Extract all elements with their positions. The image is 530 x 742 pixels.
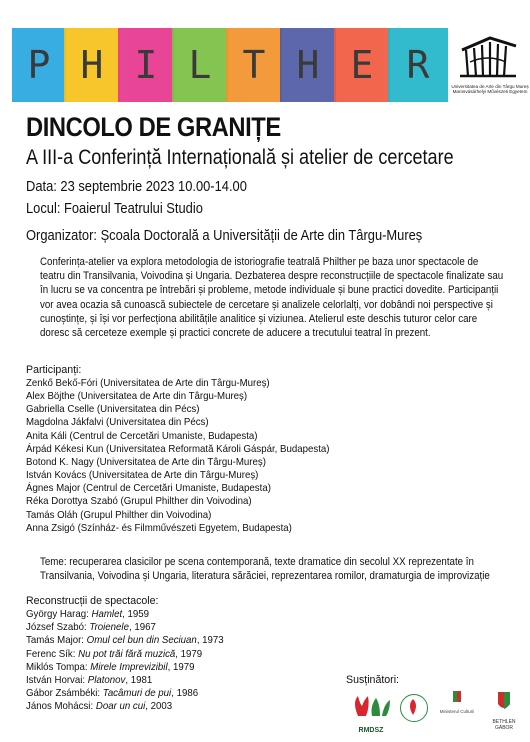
page-subtitle: A III-a Conferință Internațională și atelier de cercetare	[26, 146, 454, 169]
page-title: DINCOLO DE GRANIȚE	[26, 112, 281, 142]
list-item: Anita Káli (Centrul de Cercetări Umaniste, Budapesta)	[26, 430, 258, 442]
list-item: Ágnes Major (Centrul de Cercetări Umaniste, Budapesta)	[26, 483, 271, 495]
event-description: Conferința-atelier va explora metodologia de istoriografie teatrală Philther pe baza unor spectacole de teatru din Transilvania, Voivodina și Ungaria. Dezbaterea despre reconstrucțiile de spectacole finalizate sau în lucru se va concentra pe întrebări și probleme, metode individuale și bune practici dovedite. Participanții vor avea ocazia să cunoască subiectele de cercetare și analizele celorlalți, vor dobândi noi perspective și cunoștințe, și își vor perfecționa abilitățile analitice și viziunea. Atelierul este deschis tuturor celor care doresc să cerceteze exemple și practici concrete de aducere a trecutului teatral în prezent.	[40, 256, 504, 340]
list-item: József Szabó: Troienele, 1967	[26, 622, 156, 634]
shield-icon	[484, 690, 524, 714]
list-item: Magdolna Jákfalvi (Universitatea din Pécs)	[26, 417, 209, 429]
list-item: Tamás Oláh (Grupul Philther din Voivodina)	[26, 509, 212, 521]
philther-banner	[12, 28, 448, 102]
event-themes: Teme: recuperarea clasicilor pe scena contemporană, texte dramatice din secolul XX reprezentate în Transilvania, Voivodina și Ungaria, literatura sărăciei, reprezentarea romilor, dramaturgia de improvizație	[40, 556, 490, 582]
tulip-icon	[346, 692, 396, 722]
ministry-logo: Ministerul Culturii	[434, 690, 480, 730]
crest-icon	[434, 690, 480, 704]
banner-letter: R	[388, 28, 448, 102]
event-organizer: Organizator: Școala Doctorală a Universității de Arte din Târgu-Mureș	[26, 227, 423, 244]
banner-letter: E	[334, 28, 390, 102]
banner-letter: L	[172, 28, 228, 102]
list-item: Botond K. Nagy (Universitatea de Arte din Târgu-Mureș)	[26, 456, 266, 468]
event-date: Data: 23 septembrie 2023 10.00-14.00	[26, 178, 247, 195]
list-item: Tamás Major: Omul cel bun din Seciuan, 1973	[26, 635, 224, 647]
list-item: Zenkő Bekő-Fóri (Universitatea de Arte din Târgu-Mureș)	[26, 378, 270, 389]
university-logo-caption: Universitatea de Arte din Târgu Mureș Marosvásárhelyi Művészeti Egyetem	[451, 84, 529, 95]
list-item: Miklós Tompa: Mirele Imprevizibil, 1979	[26, 661, 195, 673]
list-item: János Mohácsi: Doar un cui, 2003	[26, 701, 173, 713]
reconstructions-list	[26, 608, 239, 714]
banner-letter: T	[226, 28, 282, 102]
list-item: Alex Böjthe (Universitatea de Arte din Târgu-Mureș)	[26, 391, 248, 403]
list-item: György Harag: Hamlet, 1959	[26, 609, 150, 620]
event-place: Locul: Foaierul Teatrului Studio	[26, 200, 203, 217]
coalition-logo	[400, 694, 428, 722]
list-item: István Horvai: Platonov, 1981	[26, 675, 153, 687]
participants-heading: Participanți:	[26, 364, 82, 376]
sponsors-heading: Susținători:	[346, 674, 399, 686]
list-item: Gabriella Cselle (Universitatea din Pécs)	[26, 404, 200, 416]
list-item: Ferenc Sík: Nu pot trăi fără muzică, 1979	[26, 648, 203, 660]
participants-list	[26, 377, 352, 535]
university-logo-icon	[456, 32, 520, 82]
bethlen-logo: BETHLEN GÁBOR	[484, 690, 524, 730]
rmdsz-logo: RMDSZ	[346, 692, 396, 734]
list-item: Réka Dorottya Szabó (Grupul Philther din Voivodina)	[26, 496, 252, 508]
banner-letter: P	[12, 28, 66, 102]
reconstructions-heading: Reconstrucții de spectacole:	[26, 595, 159, 607]
leaf-icon	[401, 695, 425, 719]
list-item: Gábor Zsámbéki: Tacâmuri de pui, 1986	[26, 688, 199, 700]
list-item: Árpád Kékesi Kun (Universitatea Reformată Károli Gáspár, Budapesta)	[26, 443, 330, 455]
banner-letter: H	[280, 28, 336, 102]
banner-letter: H	[64, 28, 120, 102]
list-item: Anna Zsigó (Színház- és Filmművészeti Egyetem, Budapesta)	[26, 522, 292, 534]
list-item: István Kovács (Universitatea de Arte din Târgu-Mureș)	[26, 470, 259, 482]
banner-letter: I	[118, 28, 174, 102]
